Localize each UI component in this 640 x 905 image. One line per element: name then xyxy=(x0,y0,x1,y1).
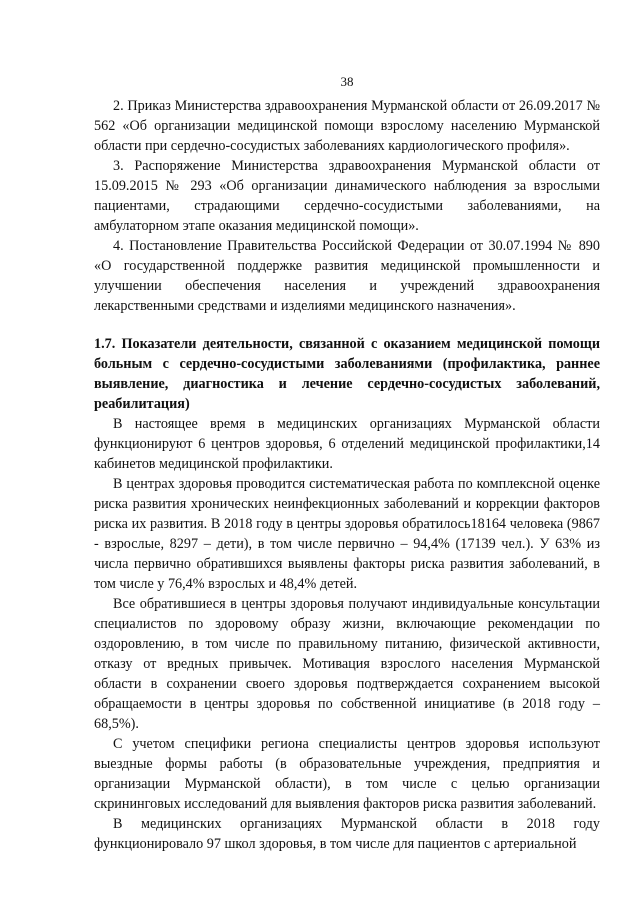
paragraph: Все обратившиеся в центры здоровья получают индивидуальные консультации специалистов по здоровому образу жизни, включающие рекомендации по оздоровлению, в том числе по правильному питанию, физической активности, отказу от вредных привычек. Мотивация взрослого населения Мурманской области в сохранении своего здоровья подтверждается сохранением высокой обращаемости в центры здоровья по собственной инициативе (в 2018 году – 68,5%). xyxy=(94,596,600,732)
page-number: 38 xyxy=(340,74,354,89)
body-text xyxy=(94,414,600,854)
paragraph: С учетом специфики региона специалисты центров здоровья используют выездные формы работы (в образовательные учреждения, предприятия и организации Мурманской области), в том числе с целью организации скрининговых исследований для выявления факторов риска развития заболеваний. xyxy=(94,736,600,812)
paragraph: В настоящее время в медицинских организациях Мурманской области функционируют 6 центров здоровья, 6 отделений медицинской профилактики,14 кабинетов медицинской профилактики. xyxy=(94,416,600,472)
list-item: 2. Приказ Министерства здравоохранения Мурманской области от 26.09.2017 № 562 «Об организации медицинской помощи взрослому населению Мурманской области при сердечно-сосудистых заболеваниях кардиологического профиля». xyxy=(94,98,600,154)
paragraph: В медицинских организациях Мурманской области в 2018 году функционировало 97 школ здоровья, в том числе для пациентов с артериальной xyxy=(94,816,600,852)
list-item: 3. Распоряжение Министерства здравоохранения Мурманской области от 15.09.2015 № 293 «Об организации динамического наблюдения за взрослыми пациентами, страдающими сердечно-сосудистыми заболеваниями, на амбулаторном этапе оказания медицинской помощи». xyxy=(94,158,600,234)
section-heading-block xyxy=(94,334,600,414)
section-heading: 1.7. Показатели деятельности, связанной с оказанием медицинской помощи больным с сердечно-сосудистыми заболеваниями (профилактика, раннее выявление, диагностика и лечение сердечно-сосудистых заболеваний, реабилитация) xyxy=(94,336,600,412)
paragraph: В центрах здоровья проводится систематическая работа по комплексной оценке риска развития хронических неинфекционных заболеваний и коррекции факторов риска их развития. В 2018 году в центры здоровья обратилось18164 человека (9867 - взрослые, 8297 – дети), в том числе первично – 94,4% (17139 чел.). У 63% из числа первично обратившихся выявлены факторы риска развития заболеваний, в том числе у 76,4% взрослых и 48,4% детей. xyxy=(94,476,600,592)
reference-list xyxy=(94,96,600,316)
list-item: 4. Постановление Правительства Российской Федерации от 30.07.1994 № 890 «О государственной поддержке развития медицинской промышленности и улучшении обеспечения населения и учреждений здравоохранения лекарственными средствами и изделиями медицинского назначения». xyxy=(94,238,600,314)
